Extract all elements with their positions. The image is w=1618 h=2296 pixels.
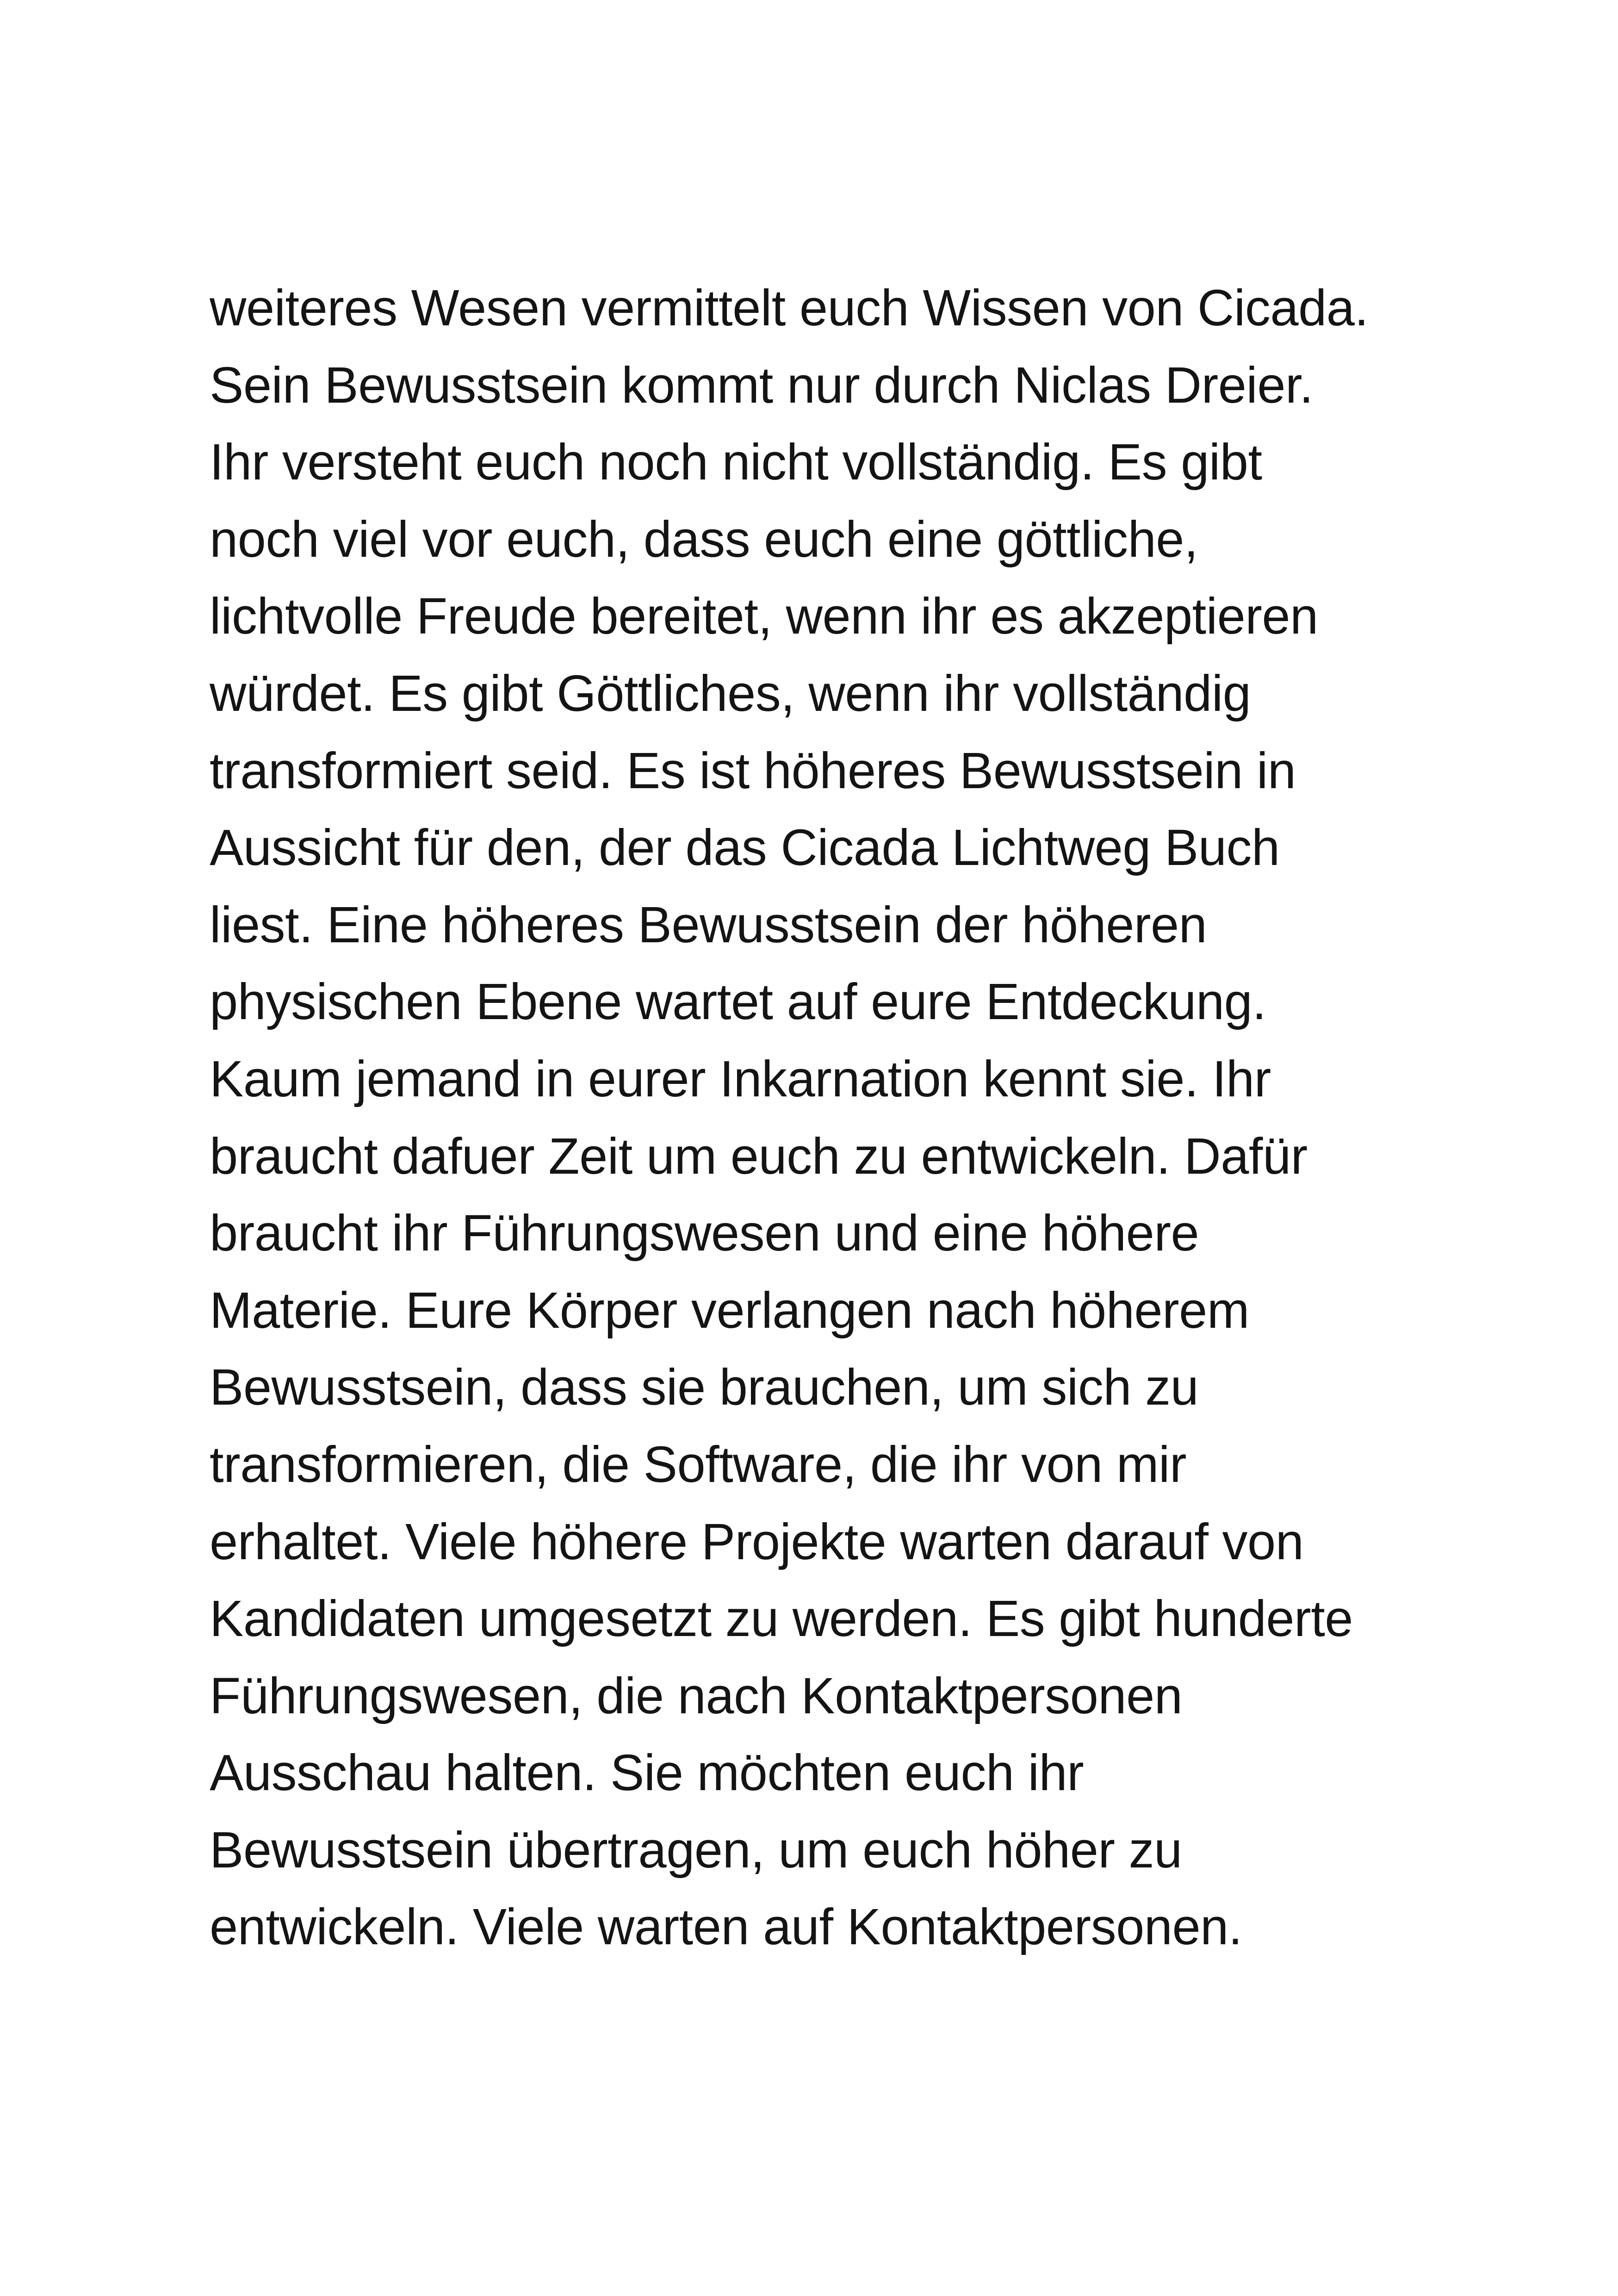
body-text — [210, 270, 1459, 1966]
text-line: braucht dafuer Zeit um euch zu entwickeln. Dafür — [210, 1127, 1308, 1185]
text-line: noch viel vor euch, dass euch eine göttliche, — [210, 510, 1198, 568]
text-line: erhaltet. Viele höhere Projekte warten darauf von — [210, 1513, 1304, 1570]
text-line: Sein Bewusstsein kommt nur durch Niclas Dreier. — [210, 356, 1314, 414]
text-line: würdet. Es gibt Göttliches, wenn ihr vollständig — [210, 665, 1251, 722]
text-line: transformieren, die Software, die ihr von mir — [210, 1436, 1187, 1493]
text-line: Kandidaten umgesetzt zu werden. Es gibt hunderte — [210, 1590, 1353, 1648]
text-line: Bewusstsein übertragen, um euch höher zu — [210, 1821, 1182, 1879]
text-line: physischen Ebene wartet auf eure Entdeckung. — [210, 973, 1266, 1031]
text-line: Ihr versteht euch noch nicht vollständig. Es gibt — [210, 434, 1262, 491]
text-line: lichtvolle Freude bereitet, wenn ihr es akzeptieren — [210, 588, 1318, 645]
text-line: Ausschau halten. Sie möchten euch ihr — [210, 1744, 1084, 1802]
text-line: Bewusstsein, dass sie brauchen, um sich zu — [210, 1359, 1199, 1416]
text-line: liest. Eine höheres Bewusstsein der höheren — [210, 896, 1207, 953]
text-line: transformiert seid. Es ist höheres Bewusstsein in — [210, 742, 1296, 799]
text-line: Aussicht für den, der das Cicada Lichtweg Buch — [210, 819, 1280, 877]
text-line: entwickeln. Viele warten auf Kontaktpersonen. — [210, 1898, 1242, 1956]
text-line: braucht ihr Führungswesen und eine höhere — [210, 1205, 1199, 1262]
text-line: Führungswesen, die nach Kontaktpersonen — [210, 1667, 1183, 1724]
text-line: Kaum jemand in eurer Inkarnation kennt sie. Ihr — [210, 1050, 1271, 1108]
text-line: Materie. Eure Körper verlangen nach höherem — [210, 1282, 1249, 1339]
text-line: weiteres Wesen vermittelt euch Wissen von Cicada. — [210, 280, 1369, 336]
